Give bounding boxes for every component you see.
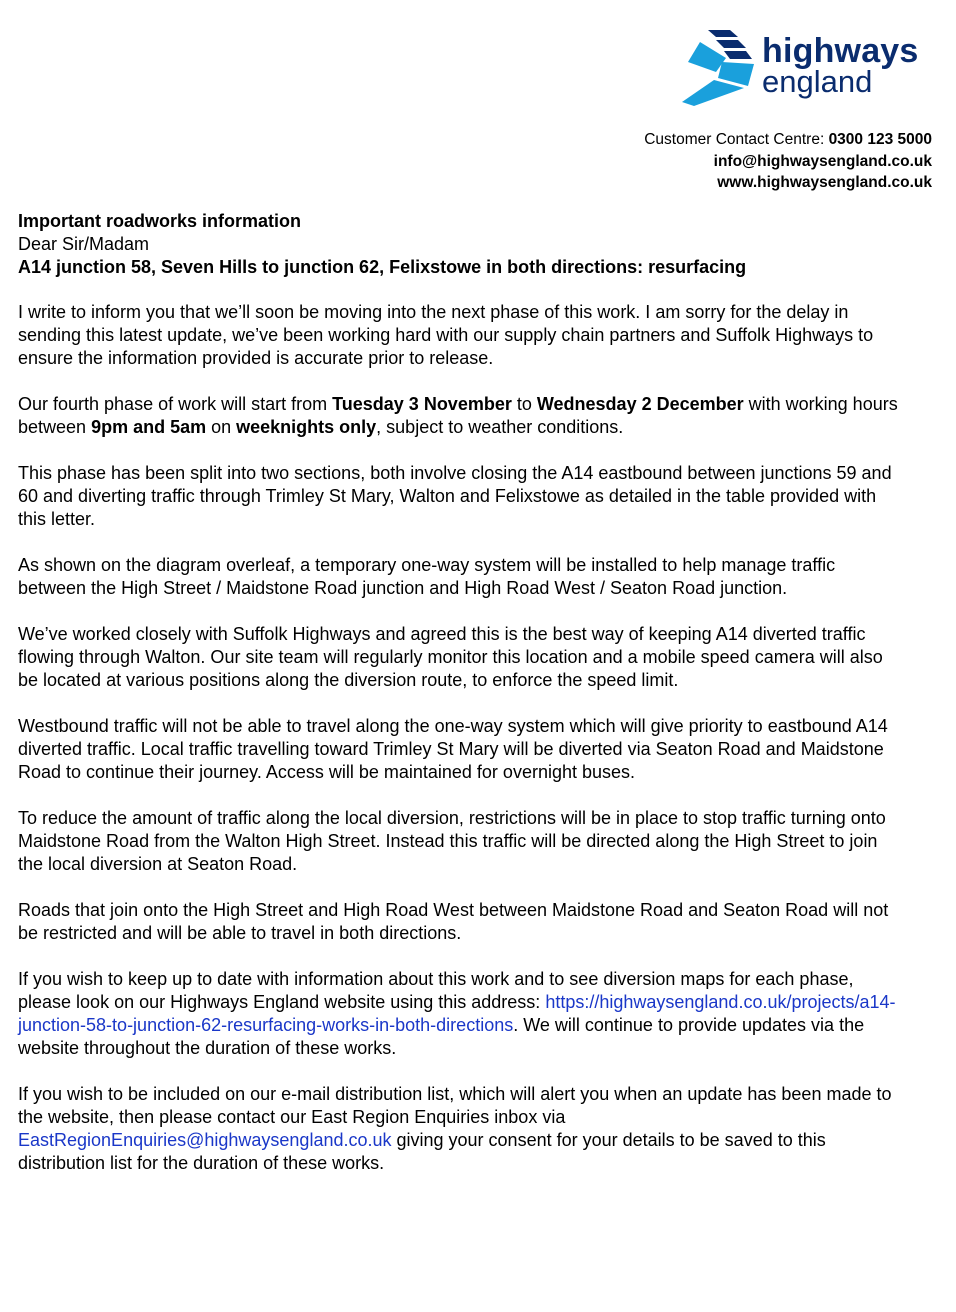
email-text-before: If you wish to be included on our e-mail distribution list, which will alert you when an update has been made to the website, then please contact our East Region Enquiries inbox via (18, 1084, 892, 1127)
schedule-text-4: on (206, 417, 237, 437)
logo-word-highways: highways (762, 32, 919, 70)
letter-body (18, 210, 898, 1175)
schedule-text-5: , subject to weather conditions. (376, 417, 624, 437)
schedule-start-date: Tuesday 3 November (332, 394, 512, 414)
contact-website[interactable]: www.highwaysengland.co.uk (717, 174, 932, 191)
paragraph-restrictions: To reduce the amount of traffic along the local diversion, restrictions will be in place to stop traffic turning onto Maidstone Road from the Walton High Street. Instead this traffic will be directed along the High Street to join the local diversion at Seaton Road. (18, 808, 886, 874)
paragraph-walton: We’ve worked closely with Suffolk Highways and agreed this is the best way of keeping A14 diverted traffic flowing through Walton. Our site team will regularly monitor this location and a mobile speed camera will also be located at various positions along the diversion route, to enforce the speed limit. (18, 624, 883, 690)
paragraph-email-list (18, 1083, 898, 1175)
logo-word-england: england (762, 64, 873, 99)
contact-centre-label: Customer Contact Centre: (644, 131, 825, 148)
schedule-hours: 9pm and 5am (91, 417, 207, 437)
schedule-end-date: Wednesday 2 December (536, 394, 744, 414)
paragraph-side-roads: Roads that join onto the High Street and High Road West between Maidstone Road and Seaton Road will not be restricted and will be able to travel in both directions. (18, 900, 889, 943)
salutation: Dear Sir/Madam (18, 234, 150, 254)
project-website-link[interactable]: https://highwaysengland.co.uk/projects/a14-junction-58-to-junction-62-resurfacing-works-in-both-directions (18, 992, 896, 1035)
paragraph-schedule (18, 393, 898, 439)
schedule-text-1: Our fourth phase of work will start from (18, 394, 333, 414)
schedule-days: weeknights only (236, 417, 377, 437)
contact-phone: 0300 123 5000 (828, 131, 932, 148)
chevron-logo-icon (678, 28, 762, 108)
paragraph-one-way: As shown on the diagram overleaf, a temporary one-way system will be installed to help manage traffic between the High Street / Maidstone Road junction and High Road West / Seaton Road junction. (18, 555, 836, 598)
email-text-after: giving your consent for your details to be saved to this distribution list for the duration of these works. (18, 1130, 826, 1173)
website-text-after: . We will continue to provide updates via the website throughout the duration of these works. (18, 1015, 865, 1058)
paragraph-sections: This phase has been split into two sections, both involve closing the A14 eastbound between junctions 59 and 60 and diverting traffic through Trimley St Mary, Walton and Felixstowe as detailed in the table provided with this letter. (18, 463, 892, 529)
highways-england-logo (678, 28, 940, 108)
contact-phone-line (644, 129, 932, 151)
contact-block (644, 129, 932, 194)
east-region-email-link[interactable]: EastRegionEnquiries@highwaysengland.co.uk (18, 1130, 392, 1150)
website-text-before: If you wish to keep up to date with information about this work and to see diversion maps for each phase, please look on our Highways England website using this address: (18, 969, 854, 1012)
contact-email[interactable]: info@highwaysengland.co.uk (713, 152, 932, 170)
letter-subject: A14 junction 58, Seven Hills to junction 62, Felixstowe in both directions: resurfacing (18, 257, 747, 277)
paragraph-westbound: Westbound traffic will not be able to travel along the one-way system which will give priority to eastbound A14 diverted traffic. Local traffic travelling toward Trimley St Mary will be diverted via Seaton Road and Maidstone Road to continue their journey. Access will be maintained for overnight buses. (18, 716, 888, 782)
letter-heading: Important roadworks information (18, 211, 302, 231)
schedule-text-2: to (511, 394, 537, 414)
paragraph-intro: I write to inform you that we’ll soon be moving into the next phase of this work. I am sorry for the delay in sending this latest update, we’ve been working hard with our supply chain partners and Suffolk Highways to ensure the information provided is accurate prior to release. (18, 302, 874, 368)
paragraph-website (18, 968, 898, 1060)
schedule-text-3: with working hours between (18, 394, 898, 437)
